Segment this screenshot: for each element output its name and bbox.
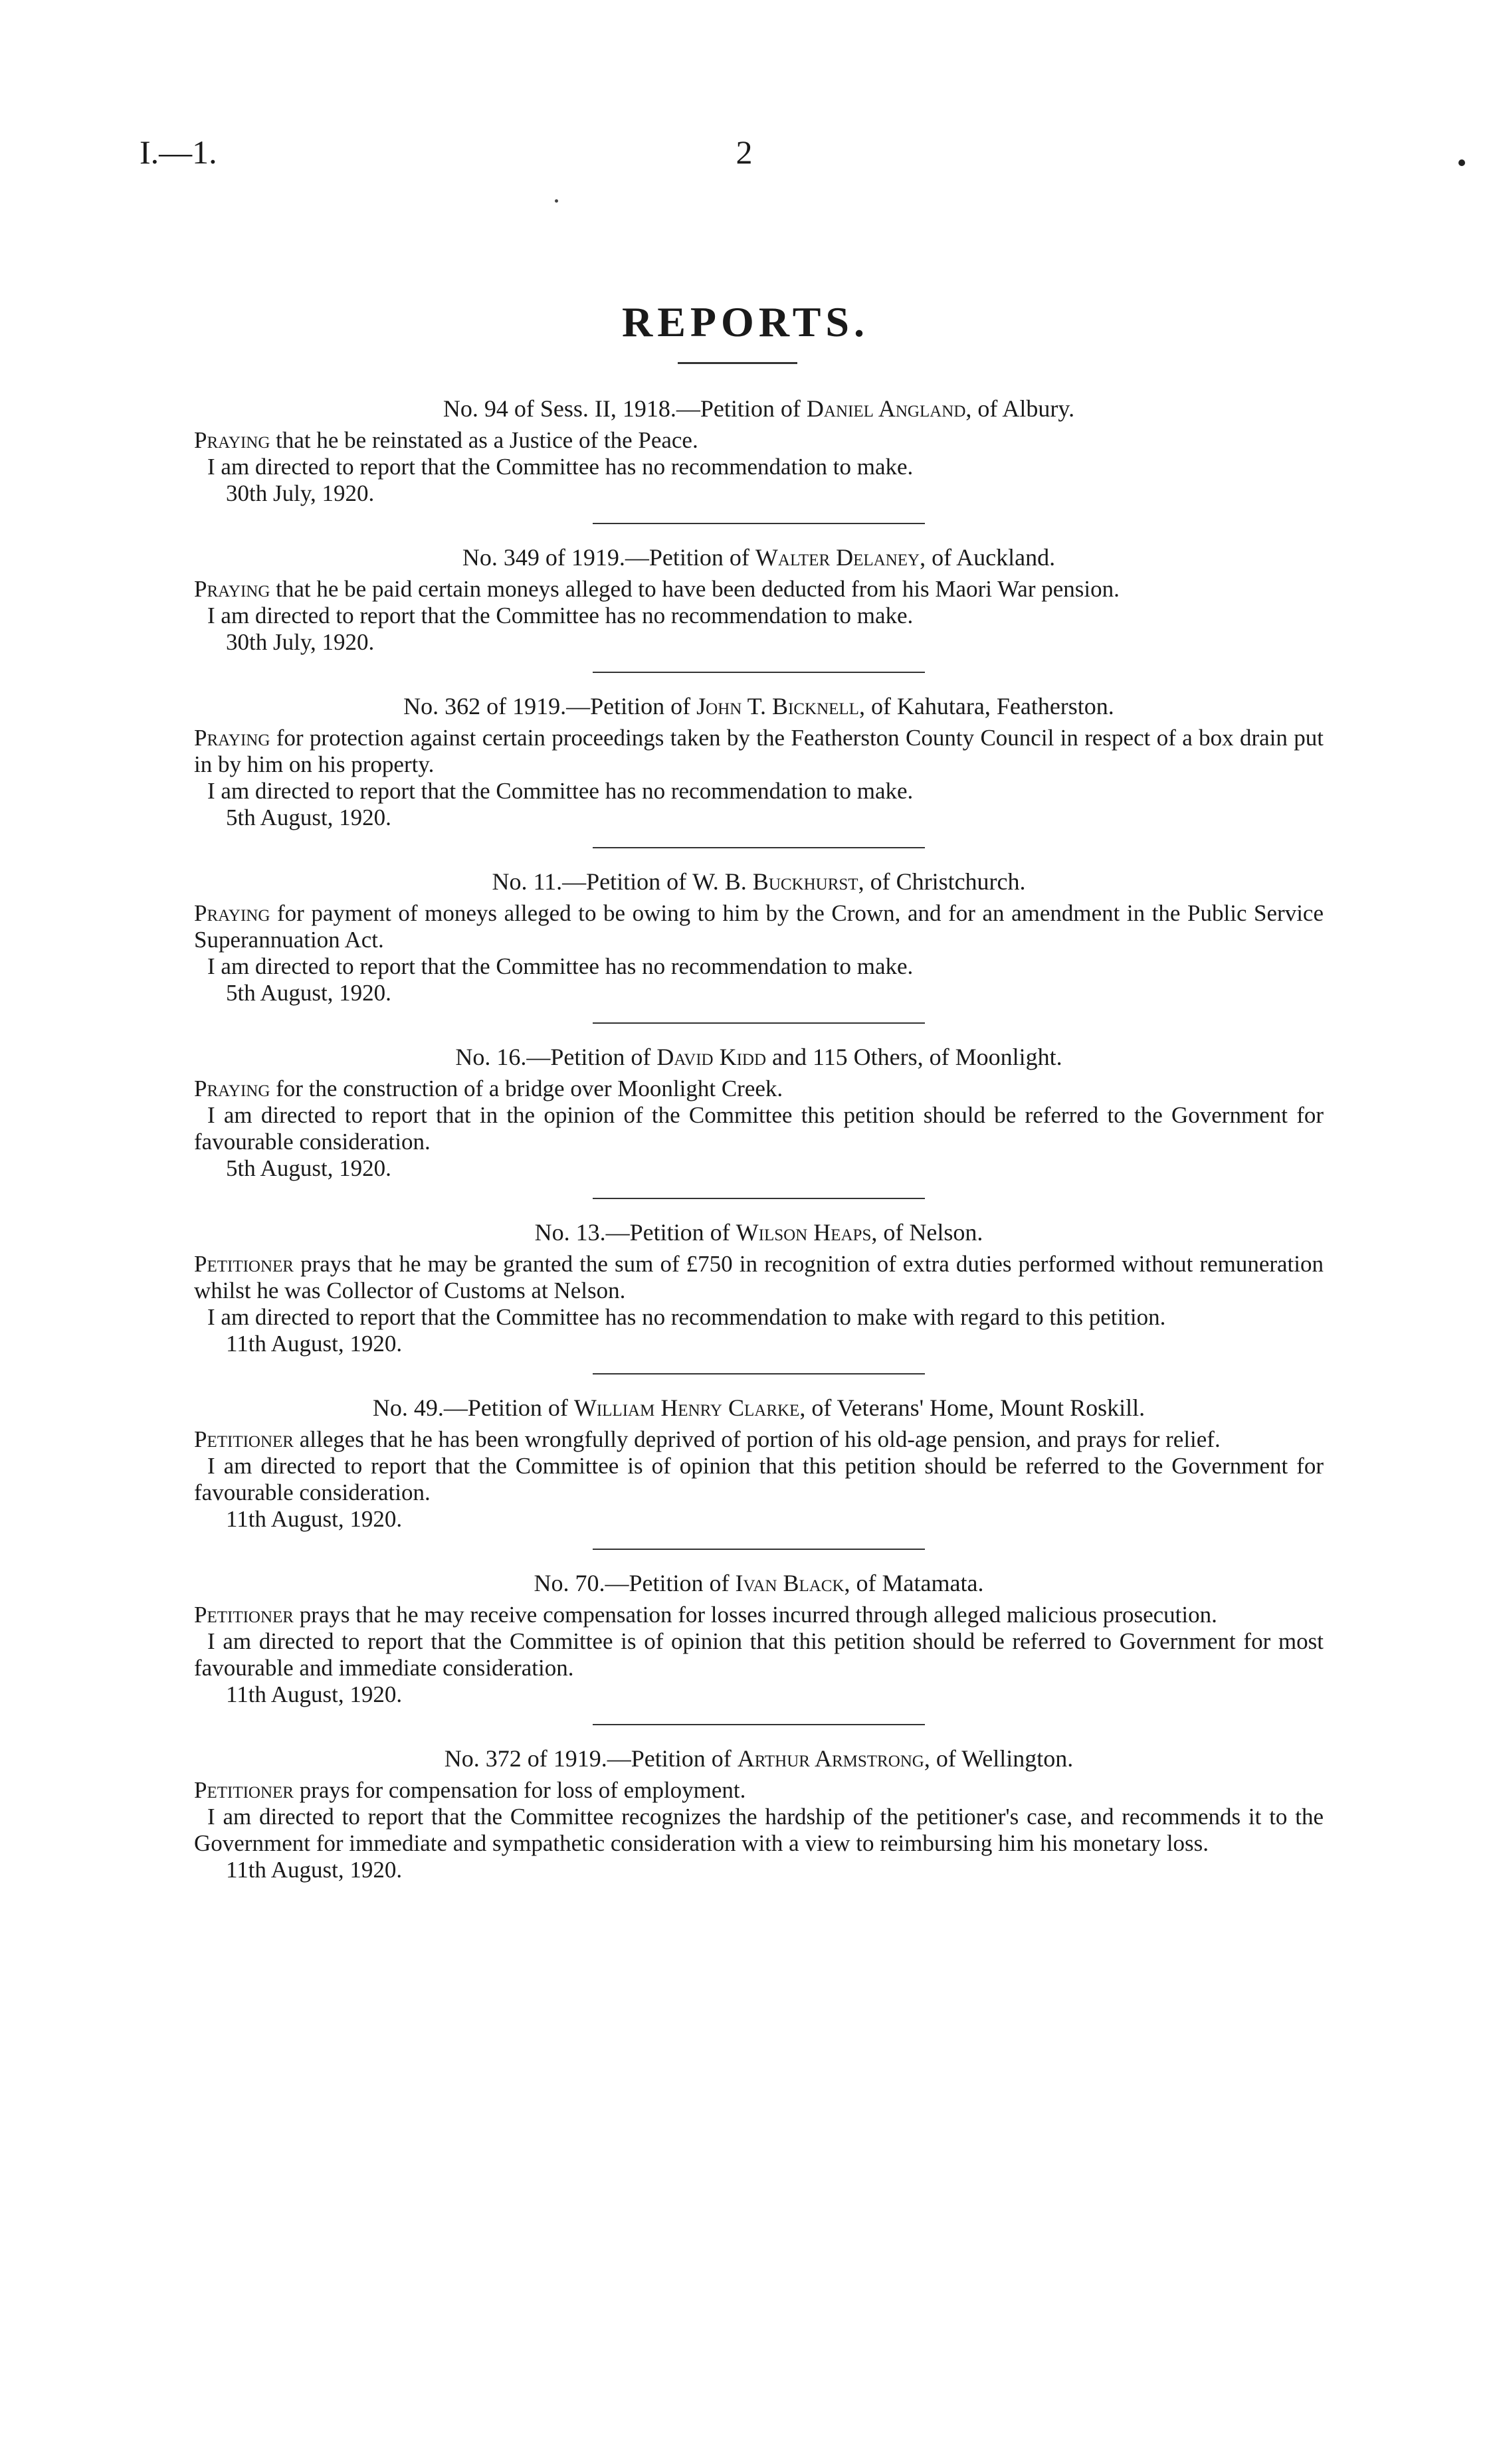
petition-prayer [194, 725, 1324, 778]
petitioner-name: Wilson Heaps [736, 1219, 872, 1246]
petition-text: for protection against certain proceedings taken by the Featherston County Council in respect of a box drain put in by him on his property. [194, 725, 1324, 777]
petition-text: that he be reinstated as a Justice of the Peace. [270, 427, 698, 453]
petition-prayer [194, 1426, 1324, 1453]
page-title: REPORTS. [621, 298, 870, 345]
petition-number: No. 94 of Sess. II, 1918.—Petition of [443, 395, 807, 422]
petition-lead-word: Praying [194, 1076, 270, 1101]
petition-entry [194, 868, 1324, 1024]
petition-lead-word: Petitioner [194, 1602, 294, 1628]
petition-lead-word: Petitioner [194, 1251, 294, 1277]
petitioner-name: W. B. Buckhurst [692, 868, 858, 895]
petitioner-place: , of Veterans' Home, Mount Roskill. [799, 1394, 1145, 1421]
petition-lead-word: Praying [194, 576, 270, 602]
petition-text: prays that he may receive compensation for losses incurred through alleged malicious prosecution. [293, 1602, 1217, 1628]
section-rule [593, 1724, 925, 1725]
petition-prayer [194, 427, 1324, 454]
petition-lead-word: Praying [194, 427, 270, 453]
petition-heading [194, 1394, 1324, 1421]
title-rule [678, 362, 797, 364]
petition-heading [194, 693, 1324, 719]
petition-heading [194, 1570, 1324, 1596]
committee-report: I am directed to report that the Committee has no recommendation to make. [207, 778, 914, 804]
petitioner-name: David Kidd [656, 1044, 767, 1070]
petition-prayer [194, 900, 1324, 953]
report-date: 5th August, 1920. [226, 980, 391, 1006]
committee-report: I am directed to report that the Committee recognizes the hardship of the petitioner's case, and recommends it to the Government for immediate and sympathetic consideration with a view to reimbursing him his monetary loss. [194, 1804, 1324, 1856]
section-rule [593, 1373, 925, 1374]
petition-entry [194, 544, 1324, 673]
petition-prayer [194, 1076, 1324, 1102]
petition-heading [194, 395, 1324, 422]
report-date: 11th August, 1920. [226, 1506, 403, 1532]
petition-number: No. 11.—Petition of [492, 868, 693, 895]
petition-prayer [194, 576, 1324, 603]
paper-reference: I.—1. [140, 134, 217, 171]
petitioner-name: Ivan Black [735, 1570, 845, 1596]
petitioner-place: , of Wellington. [924, 1745, 1074, 1772]
committee-report: I am directed to report that the Committee is of opinion that this petition should be referred to Government for most favourable and immediate consideration. [194, 1628, 1324, 1681]
report-date: 11th August, 1920. [226, 1681, 403, 1707]
print-mark [1458, 159, 1465, 166]
petition-number: No. 362 of 1919.—Petition of [403, 693, 697, 719]
committee-report: I am directed to report that the Committee has no recommendation to make. [207, 603, 914, 628]
report-date: 5th August, 1920. [226, 1155, 391, 1181]
petition-lead-word: Praying [194, 725, 270, 751]
petition-lead-word: Petitioner [194, 1426, 294, 1452]
petition-number: No. 372 of 1919.—Petition of [444, 1745, 738, 1772]
petition-entry [194, 693, 1324, 848]
petition-lead-word: Praying [194, 900, 270, 926]
petitioner-place: and 115 Others, of Moonlight. [766, 1044, 1062, 1070]
report-date: 30th July, 1920. [226, 629, 375, 655]
petition-heading [194, 1745, 1324, 1772]
committee-report: I am directed to report that the Committee has no recommendation to make. [207, 454, 914, 480]
petitioner-place: , of Kahutara, Featherston. [858, 693, 1114, 719]
petitioner-place: , of Matamata. [844, 1570, 984, 1596]
petition-heading [194, 544, 1324, 571]
petition-prayer [194, 1777, 1324, 1804]
petition-lead-word: Petitioner [194, 1777, 294, 1803]
committee-report: I am directed to report that the Committee has no recommendation to make. [207, 953, 914, 979]
petitioner-place: , of Auckland. [920, 544, 1056, 571]
petition-text: that he be paid certain moneys alleged to have been deducted from his Maori War pension. [270, 576, 1120, 602]
petition-heading [194, 1044, 1324, 1070]
petitioner-place: , of Christchurch. [858, 868, 1026, 895]
petition-text: prays for compensation for loss of employment. [293, 1777, 746, 1803]
committee-report: I am directed to report that in the opinion of the Committee this petition should be referred to the Government for favourable consideration. [194, 1102, 1324, 1155]
petitions-list [194, 375, 1324, 1883]
committee-report: I am directed to report that the Committee has no recommendation to make with regard to this petition. [207, 1304, 1166, 1330]
petition-text: for the construction of a bridge over Moonlight Creek. [270, 1076, 783, 1101]
section-rule [593, 847, 925, 848]
petition-number: No. 49.—Petition of [372, 1394, 574, 1421]
petition-entry [194, 1044, 1324, 1199]
petitioner-name: John T. Bicknell [696, 693, 859, 719]
petition-entry [194, 395, 1324, 524]
section-rule [593, 523, 925, 524]
petition-text: alleges that he has been wrongfully deprived of portion of his old-age pension, and prays for relief. [293, 1426, 1221, 1452]
petition-number: No. 349 of 1919.—Petition of [462, 544, 755, 571]
section-rule [593, 1549, 925, 1550]
petition-number: No. 16.—Petition of [455, 1044, 657, 1070]
print-speck [555, 199, 558, 203]
petitioner-name: Walter Delaney [755, 544, 920, 571]
petition-heading [194, 1219, 1324, 1246]
section-rule [593, 1198, 925, 1199]
petitioner-name: Arthur Armstrong [737, 1745, 924, 1772]
report-date: 11th August, 1920. [226, 1857, 403, 1883]
petition-prayer [194, 1602, 1324, 1628]
petition-text: for payment of moneys alleged to be owing to him by the Crown, and for an amendment in the Public Service Superannuation Act. [194, 900, 1324, 953]
petitioner-name: William Henry Clarke [573, 1394, 800, 1421]
report-date: 11th August, 1920. [226, 1331, 403, 1357]
page-number: 2 [736, 134, 753, 171]
petition-text: prays that he may be granted the sum of £750 in recognition of extra duties performed without remuneration whilst he was Collector of Customs at Nelson. [194, 1251, 1324, 1303]
petition-entry [194, 1219, 1324, 1374]
petition-number: No. 13.—Petition of [534, 1219, 736, 1246]
petition-entry [194, 1394, 1324, 1550]
section-rule [593, 672, 925, 673]
petitioner-place: , of Albury. [965, 395, 1075, 422]
petition-prayer [194, 1251, 1324, 1304]
petitioner-place: , of Nelson. [871, 1219, 983, 1246]
committee-report: I am directed to report that the Committee is of opinion that this petition should be referred to the Government for favourable consideration. [194, 1453, 1324, 1505]
section-rule [593, 1022, 925, 1024]
petitioner-name: Daniel Angland [806, 395, 966, 422]
report-date: 30th July, 1920. [226, 480, 375, 506]
report-date: 5th August, 1920. [226, 805, 391, 830]
petition-number: No. 70.—Petition of [534, 1570, 736, 1596]
petition-entry [194, 1570, 1324, 1725]
petition-heading [194, 868, 1324, 895]
petition-entry [194, 1745, 1324, 1883]
